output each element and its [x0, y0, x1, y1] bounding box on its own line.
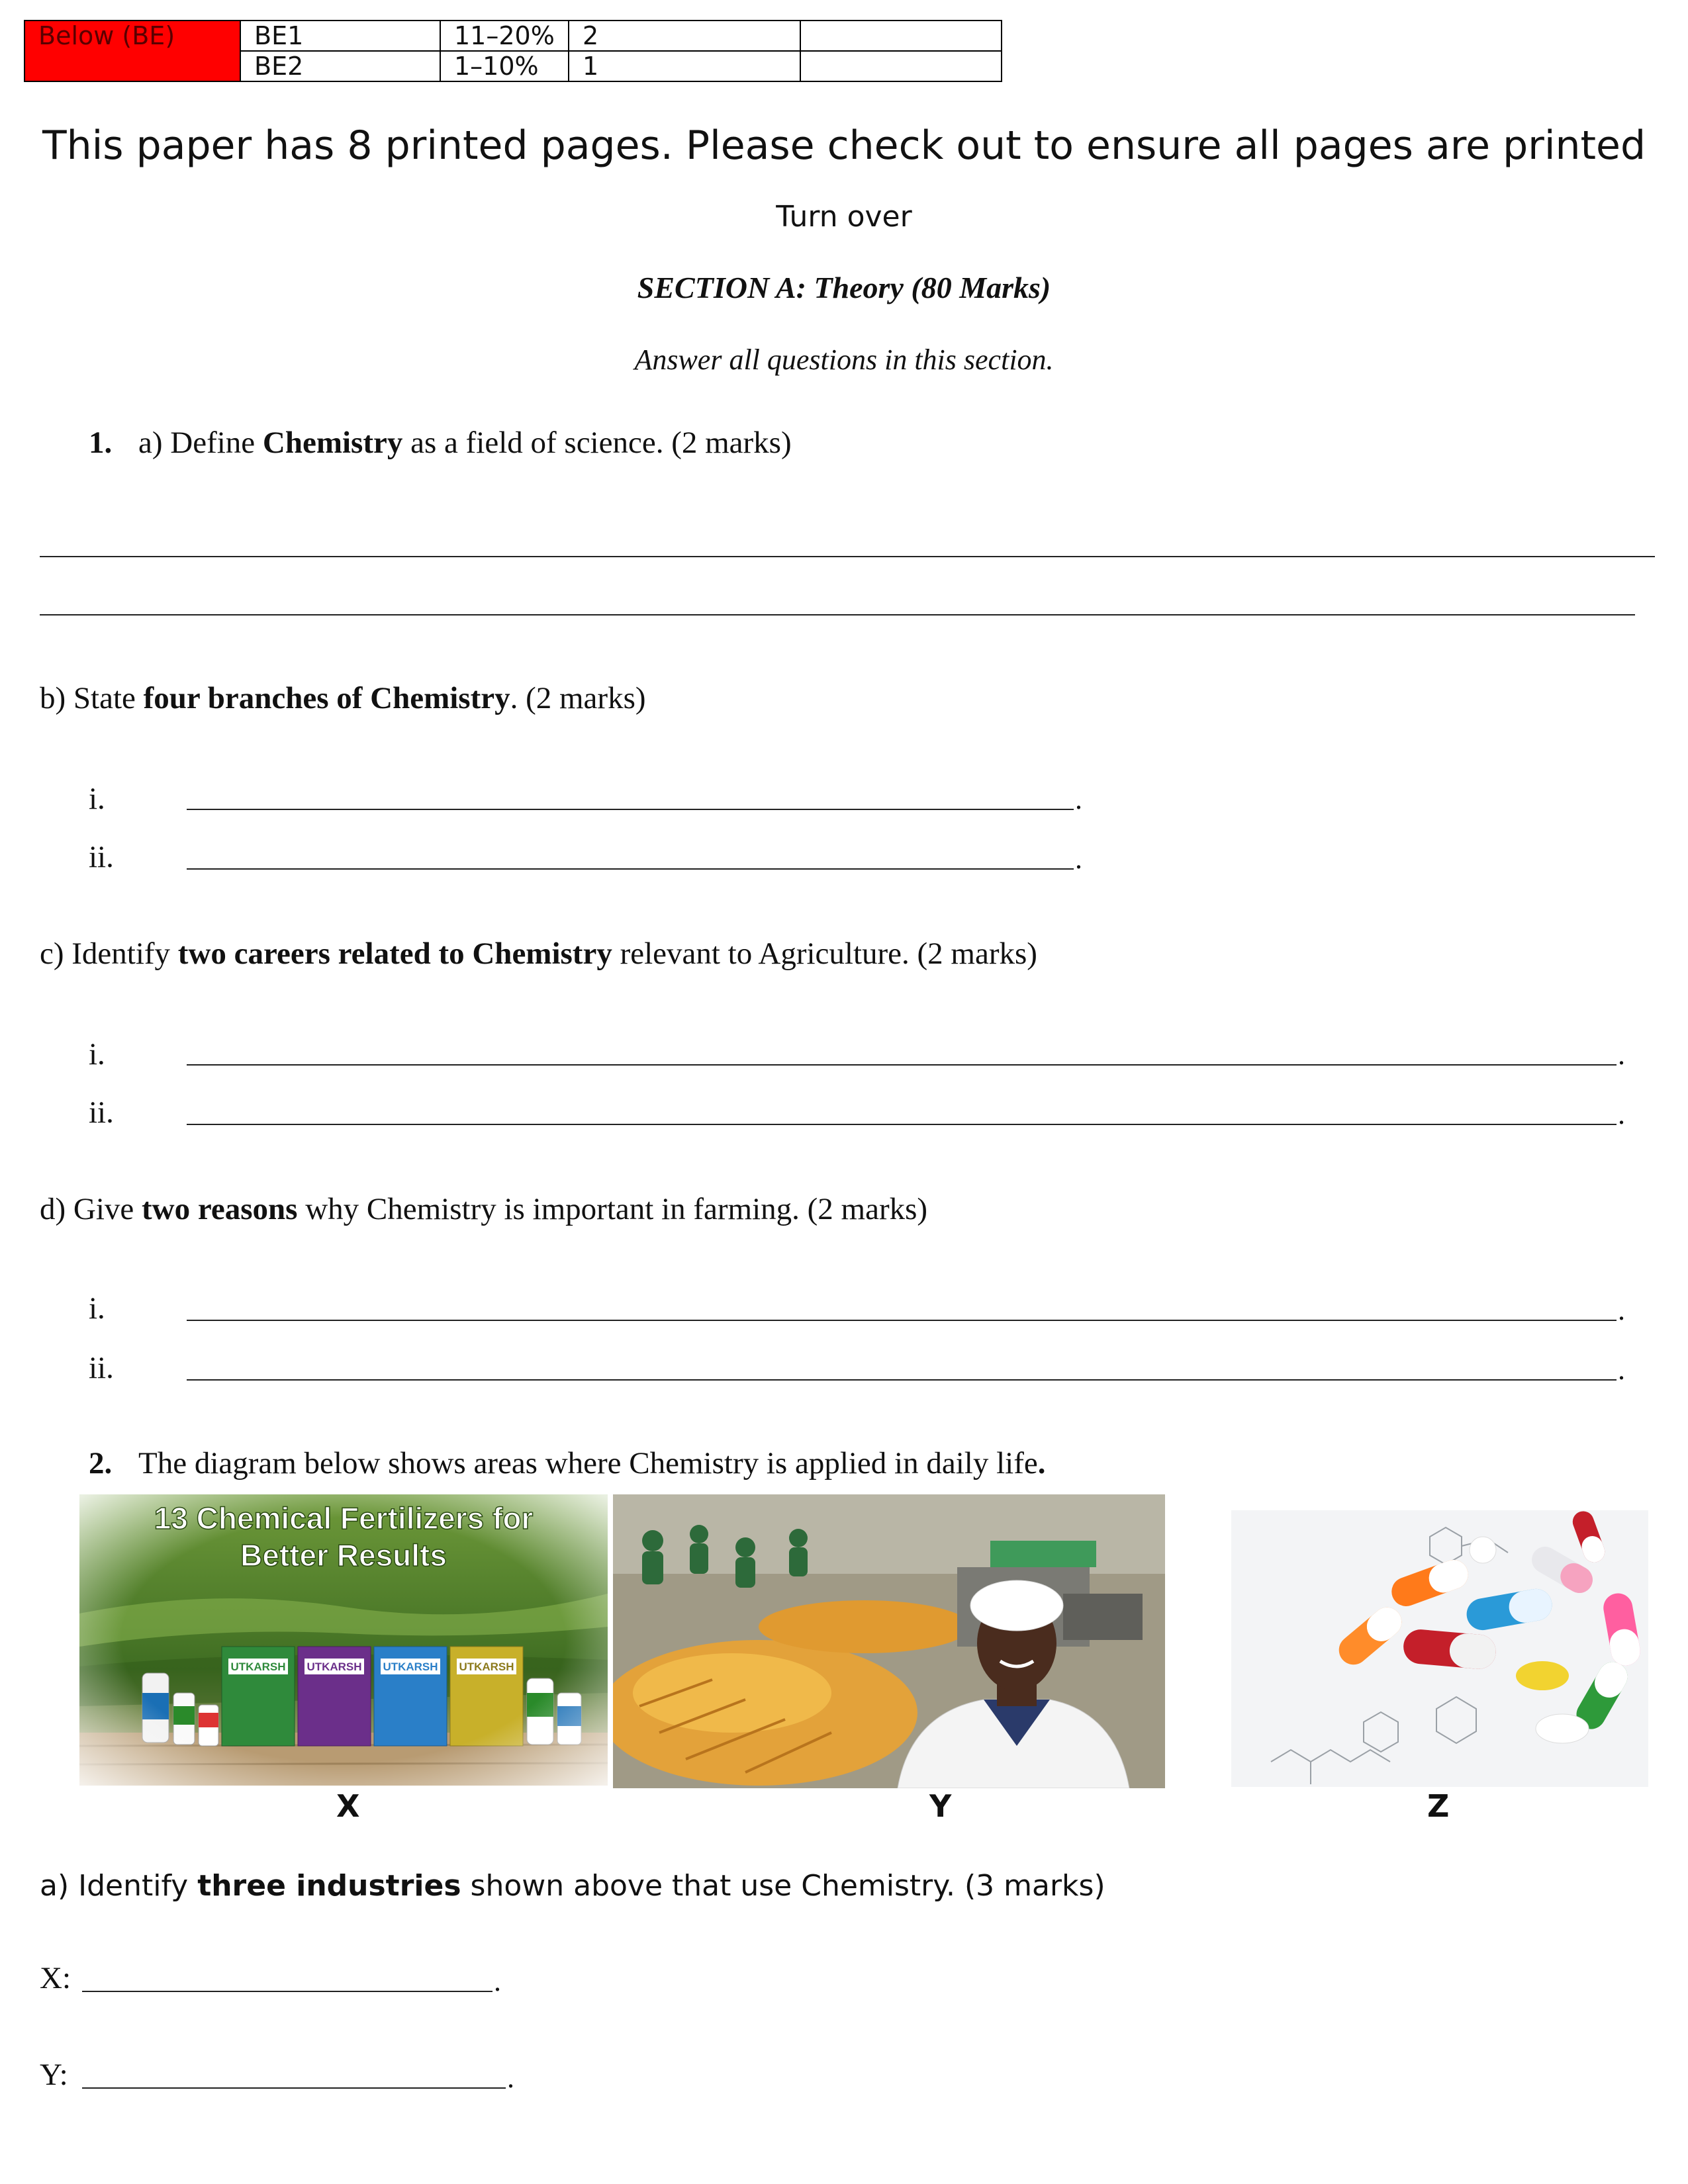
answer-line[interactable]	[187, 1124, 1617, 1125]
section-title: SECTION A: Theory (80 Marks)	[637, 271, 1051, 304]
grade-range-cell: 1–10%	[440, 51, 569, 81]
question-1c: c) Identify two careers related to Chemistry relevant to Agriculture. (2 marks)	[40, 936, 1037, 971]
question-1a: 1. a) Define Chemistry as a field of science. (2 marks)	[89, 426, 792, 460]
brand-label: UTKARSH	[230, 1661, 286, 1673]
line-end-dot: .	[1075, 842, 1082, 875]
answer-line[interactable]	[187, 868, 1074, 870]
grade-level-cell: Below (BE)	[24, 21, 240, 81]
grade-points-cell: 1	[569, 51, 800, 81]
image-label-z: Z	[1427, 1788, 1450, 1824]
image-label-x: X	[336, 1788, 360, 1824]
grade-range-cell: 11–20%	[440, 21, 569, 51]
question-1d: d) Give two reasons why Chemistry is important in farming. (2 marks)	[40, 1192, 928, 1226]
list-item-label: ii.	[89, 840, 114, 874]
brand-label: UTKARSH	[306, 1661, 362, 1673]
line-end-dot: .	[507, 2062, 514, 2094]
grade-extra-cell	[800, 51, 1002, 81]
answer-label-y: Y:	[40, 2058, 68, 2092]
printed-pages-notice: This paper has 8 printed pages. Please check out to ensure all pages are printed	[42, 122, 1646, 169]
answer-line[interactable]	[82, 2087, 506, 2089]
food-processing-image	[613, 1494, 1165, 1788]
answer-line[interactable]	[187, 1064, 1617, 1066]
brand-label: UTKARSH	[383, 1661, 438, 1673]
line-end-dot: .	[1618, 1294, 1625, 1326]
grade-points-cell: 2	[569, 21, 800, 51]
fertilizer-image	[79, 1494, 608, 1786]
answer-line[interactable]	[187, 1379, 1617, 1381]
line-end-dot: .	[1075, 783, 1082, 815]
line-end-dot: .	[1618, 1353, 1625, 1386]
list-item-label: i.	[89, 782, 105, 816]
question-number: 2.	[89, 1446, 113, 1480]
list-item-label: ii.	[89, 1095, 114, 1130]
answer-line[interactable]	[40, 614, 1635, 615]
grade-code-cell: BE2	[240, 51, 440, 81]
image-label-y: Y	[929, 1788, 952, 1824]
brand-label: UTKARSH	[459, 1661, 514, 1673]
turn-over-note: Turn over	[776, 200, 912, 234]
list-item-label: i.	[89, 1291, 105, 1326]
grade-table	[24, 20, 1002, 82]
table-row	[24, 21, 1002, 51]
list-item-label: i.	[89, 1037, 105, 1071]
line-end-dot: .	[1618, 1038, 1625, 1071]
grade-code-cell: BE1	[240, 21, 440, 51]
food-processing-illustration	[613, 1494, 1165, 1788]
line-end-dot: .	[1618, 1098, 1625, 1130]
question-1b: b) State four branches of Chemistry. (2 marks)	[40, 681, 646, 715]
answer-line[interactable]	[187, 809, 1074, 810]
banner-line-2: Better Results	[240, 1538, 447, 1572]
answer-line[interactable]	[40, 556, 1655, 557]
grade-extra-cell	[800, 21, 1002, 51]
pharmaceutical-illustration	[1231, 1510, 1648, 1787]
answer-label-x: X:	[40, 1961, 71, 1995]
list-item-label: ii.	[89, 1351, 114, 1385]
question-2-stem: 2. The diagram below shows areas where Chemistry is applied in daily life.	[89, 1446, 1046, 1480]
question-number: 1.	[89, 426, 113, 460]
pharmaceutical-image	[1231, 1510, 1648, 1787]
fertilizer-illustration	[79, 1494, 608, 1786]
question-2a: a) Identify three industries shown above that use Chemistry. (3 marks)	[40, 1869, 1105, 1903]
line-end-dot: .	[494, 1965, 501, 1997]
banner-line-1: 13 Chemical Fertilizers for	[154, 1501, 534, 1535]
answer-line[interactable]	[82, 1991, 492, 1992]
answer-line[interactable]	[187, 1320, 1617, 1321]
section-instruction: Answer all questions in this section.	[634, 343, 1054, 376]
